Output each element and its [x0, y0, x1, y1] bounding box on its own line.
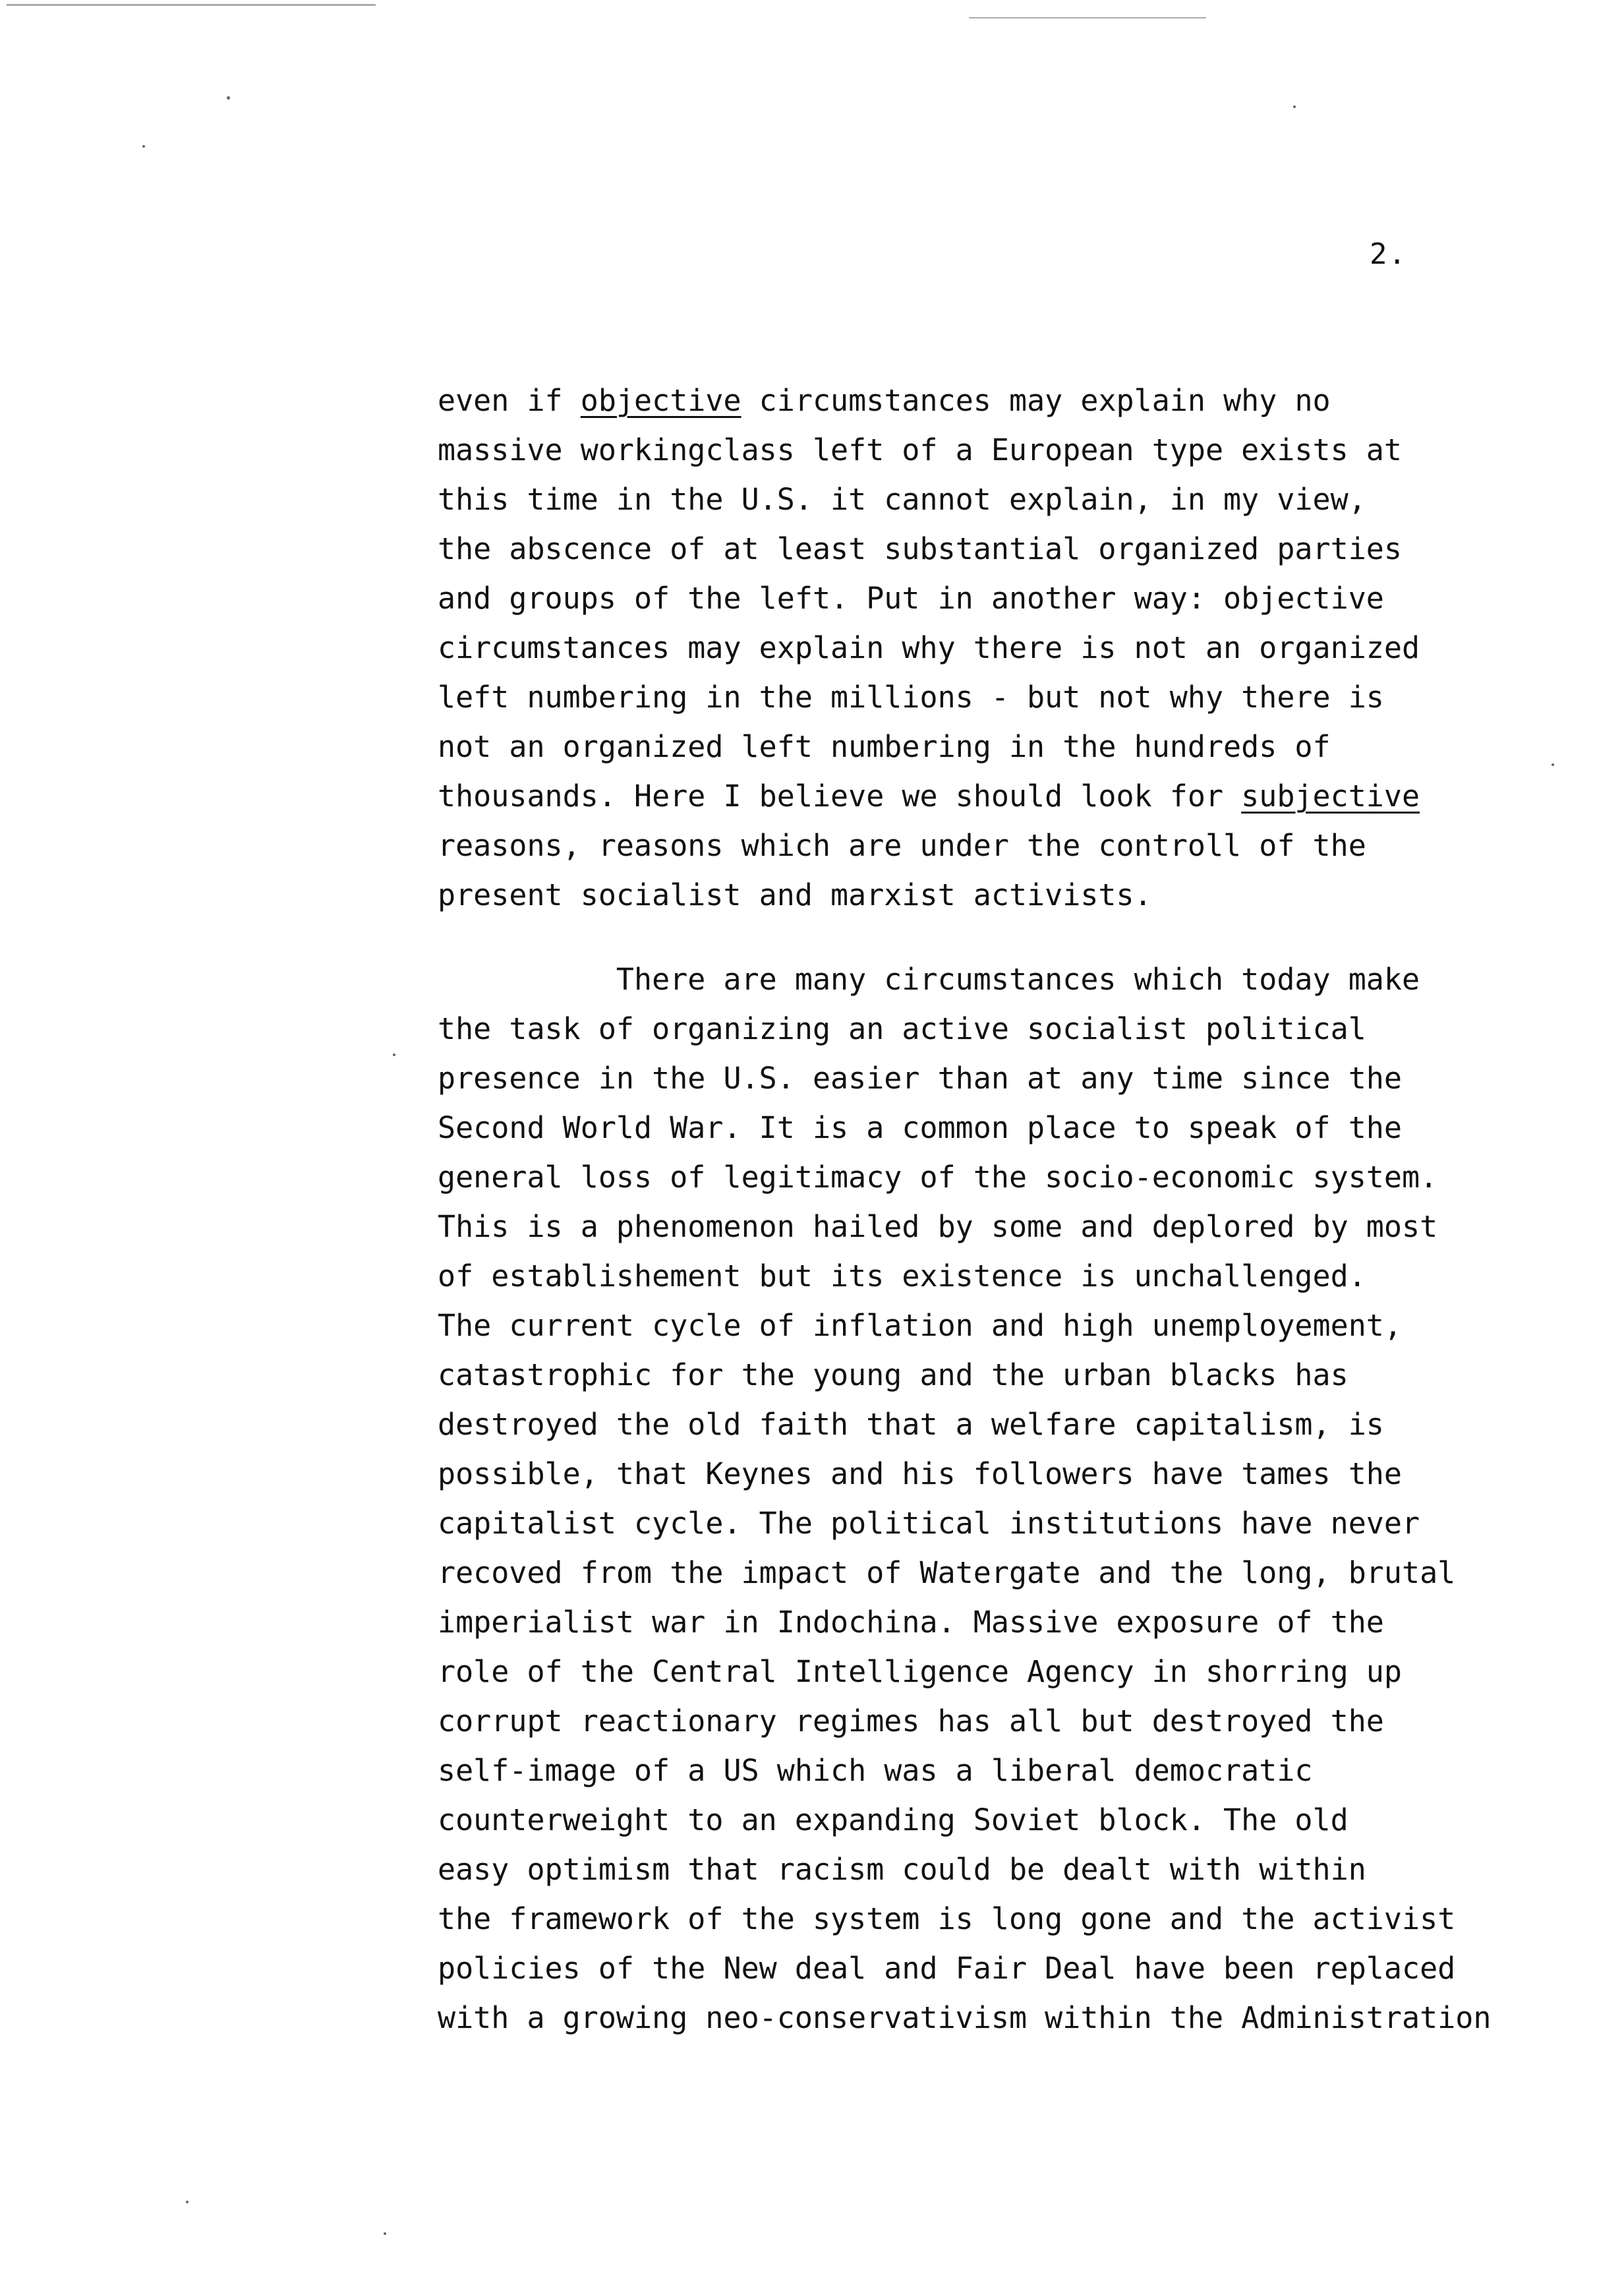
text-line: catastrophic for the young and the urban blacks has: [438, 1357, 1348, 1392]
line-text: circumstances may explain why no: [741, 383, 1331, 418]
text-line: [438, 821, 1571, 870]
text-line: imperialist war in Indochina. Massive exposure of the: [438, 1605, 1384, 1640]
text-line: with a growing neo-conservativism within the Administration: [438, 2000, 1492, 2035]
text-line: destroyed the old faith that a welfare capitalism, is: [438, 1407, 1384, 1442]
text-line: corrupt reactionary regimes has all but destroyed the: [438, 1704, 1384, 1739]
speck: [142, 145, 145, 148]
text-line: [438, 425, 1571, 475]
scan-edge-top-right: [969, 17, 1206, 18]
line-text: massive workingclass left of a European type exists at: [438, 432, 1402, 467]
paragraph-2: [438, 955, 1571, 2042]
text-line: of establishement but its existence is unchallenged.: [438, 1259, 1366, 1293]
line-text: and groups of the left. Put in another way: objective: [438, 581, 1384, 616]
line-text: present socialist and marxist activists.: [438, 877, 1152, 912]
text-line: [438, 672, 1571, 722]
underlined-word: subjective: [1241, 779, 1420, 814]
line-text: not an organized left numbering in the hundreds of: [438, 729, 1331, 764]
text-line: the task of organizing an active socialist political: [438, 1011, 1366, 1046]
line-text: the abscence of at least substantial organized parties: [438, 531, 1402, 566]
text-line: role of the Central Intelligence Agency in shorring up: [438, 1654, 1402, 1689]
text-line: the framework of the system is long gone and the activist: [438, 1901, 1456, 1936]
line-text: this time in the U.S. it cannot explain, in my view,: [438, 482, 1366, 517]
text-line: easy optimism that racism could be dealt with within: [438, 1852, 1366, 1887]
line-text: circumstances may explain why there is not an organized: [438, 630, 1420, 665]
text-line: [438, 623, 1571, 672]
text-line: capitalist cycle. The political institutions have never: [438, 1506, 1420, 1541]
text-line: This is a phenomenon hailed by some and deplored by most: [438, 1209, 1438, 1244]
page-number: 2.: [1370, 237, 1407, 271]
speck: [186, 2201, 188, 2203]
line-text: thousands. Here I believe we should look for: [438, 779, 1242, 814]
text-line: presence in the U.S. easier than at any time since the: [438, 1061, 1402, 1096]
line-text: left numbering in the millions - but not why there is: [438, 680, 1384, 715]
paragraph-1: [438, 376, 1571, 920]
text-line: [438, 870, 1571, 920]
scan-edge-top-left: [7, 4, 376, 6]
speck: [1293, 105, 1296, 108]
line-text: even if: [438, 383, 581, 418]
line-text: reasons, reasons which are under the controll of the: [438, 828, 1366, 863]
text-line: There are many circumstances which today make: [438, 962, 1420, 997]
underlined-word: objective: [580, 383, 741, 418]
text-line: [438, 722, 1571, 771]
text-line: [438, 771, 1571, 821]
text-line: self-image of a US which was a liberal democratic: [438, 1753, 1313, 1788]
text-line: recoved from the impact of Watergate and the long, brutal: [438, 1555, 1456, 1590]
text-line: Second World War. It is a common place to speak of the: [438, 1110, 1402, 1145]
text-line: [438, 376, 1571, 425]
text-line: [438, 574, 1571, 623]
speck: [227, 96, 230, 100]
text-line: general loss of legitimacy of the socio-economic system.: [438, 1160, 1438, 1195]
text-line: policies of the New deal and Fair Deal have been replaced: [438, 1951, 1456, 1986]
text-line: [438, 524, 1571, 574]
text-line: The current cycle of inflation and high unemployement,: [438, 1308, 1402, 1343]
text-line: counterweight to an expanding Soviet block. The old: [438, 1802, 1348, 1837]
speck: [384, 2232, 386, 2235]
speck: [393, 1054, 395, 1056]
text-line: possible, that Keynes and his followers have tames the: [438, 1456, 1402, 1491]
text-line: [438, 475, 1571, 524]
